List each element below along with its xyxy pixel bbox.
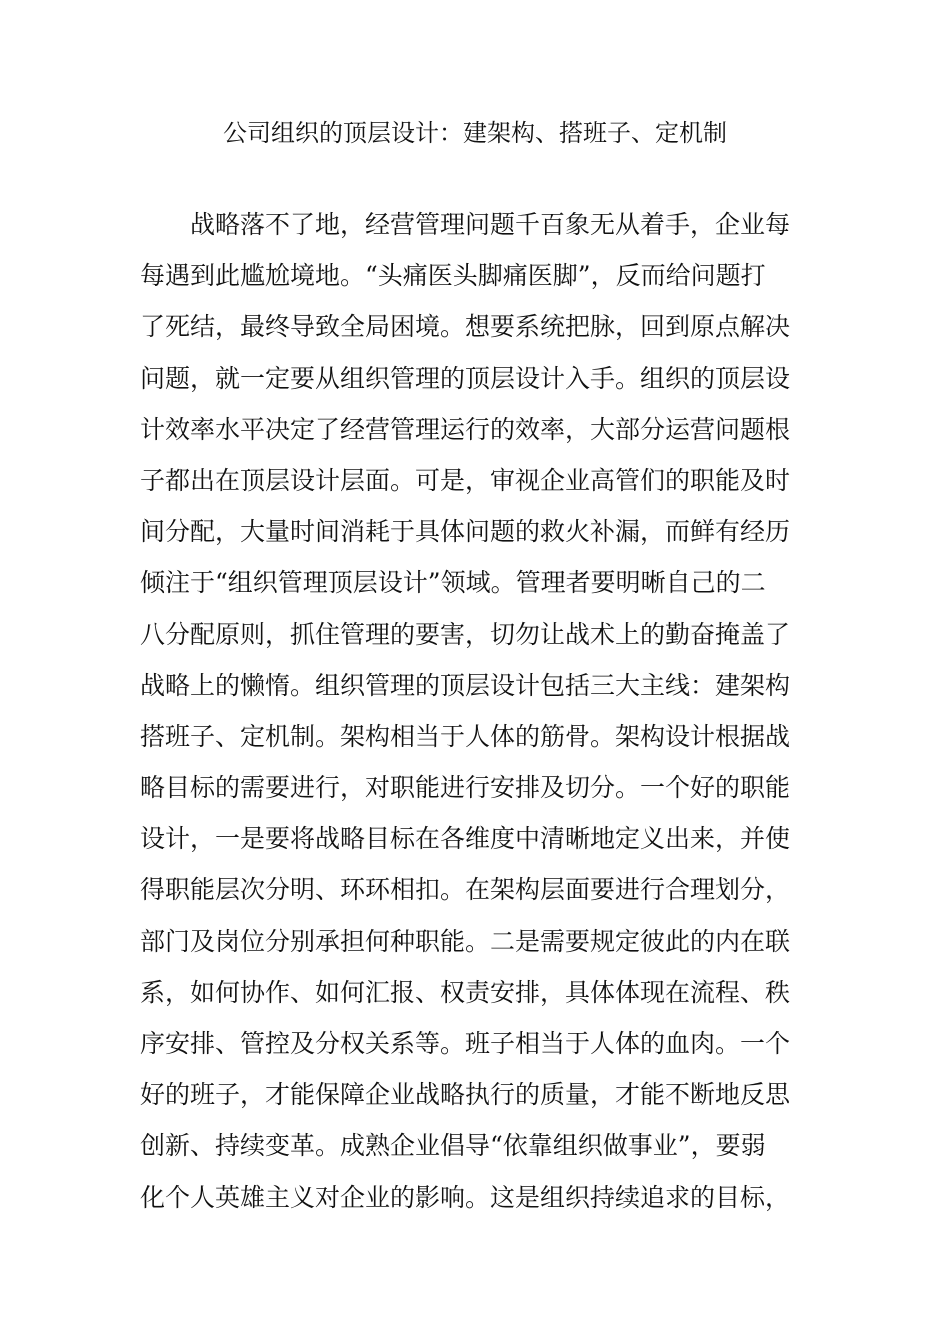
text-line: 战略上的懒惰。组织管理的顶层设计包括三大主线：建架构 — [140, 670, 791, 700]
text-line: 略目标的需要进行，对职能进行安排及切分。一个好的职能 — [140, 773, 791, 803]
text-line: 问题，就一定要从组织管理的顶层设计入手。组织的顶层设 — [140, 363, 791, 393]
text-line: 部门及岗位分别承担何种职能。二是需要规定彼此的内在联 — [140, 926, 791, 956]
document-body — [140, 205, 820, 1229]
text-line: 创新、持续变革。成熟企业倡导“依靠组织做事业”，要弱 — [140, 1131, 766, 1161]
text-line: 了死结，最终导致全局困境。想要系统把脉，回到原点解决 — [140, 312, 791, 342]
text-line: 八分配原则，抓住管理的要害，切勿让战术上的勤奋掩盖了 — [140, 619, 791, 649]
text-line: 每遇到此尴尬境地。“头痛医头脚痛医脚”，反而给问题打 — [140, 261, 766, 291]
text-line: 子都出在顶层设计层面。可是，审视企业高管们的职能及时 — [140, 465, 791, 495]
text-line: 间分配，大量时间消耗于具体问题的救火补漏，而鲜有经历 — [140, 517, 791, 547]
text-line: 化个人英雄主义对企业的影响。这是组织持续追求的目标， — [140, 1182, 791, 1212]
text-line: 计效率水平决定了经营管理运行的效率，大部分运营问题根 — [140, 414, 791, 444]
text-line: 好的班子，才能保障企业战略执行的质量，才能不断地反思 — [140, 1080, 791, 1110]
text-line: 战略落不了地，经营管理问题千百象无从着手，企业每 — [190, 210, 791, 239]
text-line: 倾注于“组织管理顶层设计”领域。管理者要明晰自己的二 — [140, 568, 766, 598]
text-line: 系，如何协作、如何汇报、权责安排，具体体现在流程、秩 — [140, 977, 791, 1007]
text-line: 设计，一是要将战略目标在各维度中清晰地定义出来，并使 — [140, 824, 791, 854]
text-line: 得职能层次分明、环环相扣。在架构层面要进行合理划分， — [140, 875, 791, 905]
text-line: 序安排、管控及分权关系等。班子相当于人体的血肉。一个 — [140, 1029, 791, 1058]
text-line: 搭班子、定机制。架构相当于人体的筋骨。架构设计根据战 — [140, 721, 791, 751]
document-title: 公司组织的顶层设计：建架构、搭班子、定机制 — [223, 119, 727, 147]
